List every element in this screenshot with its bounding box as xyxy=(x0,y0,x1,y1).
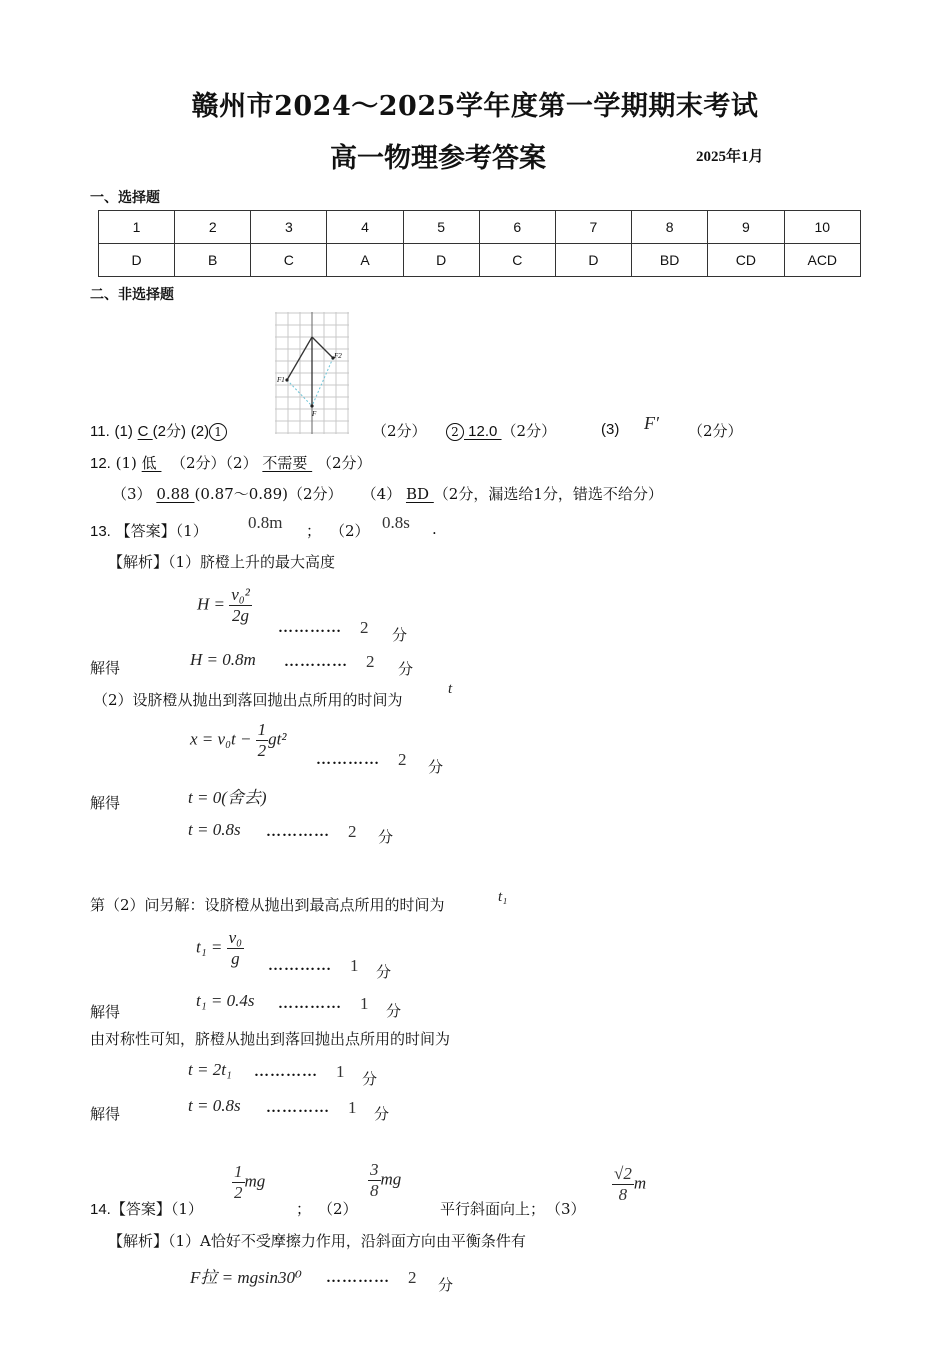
table-cell: B xyxy=(175,244,251,277)
q12-line2 xyxy=(112,483,663,504)
q12-part3: （3） xyxy=(112,485,152,503)
table-cell: CD xyxy=(708,244,784,277)
q13-eq-t08: t = 0.8s xyxy=(188,820,241,839)
q13-analysis-part1: （1）脐橙上升的最大高度 xyxy=(168,553,336,571)
q12-part1: (1) xyxy=(115,454,137,472)
q12-answer2: 不需要 xyxy=(262,454,313,472)
q14-answer-tag: 【答案】 xyxy=(110,1200,171,1218)
q14-answer2 xyxy=(368,1160,401,1201)
table-row-answers xyxy=(99,244,861,277)
answer-table xyxy=(98,210,861,277)
table-cell: A xyxy=(327,244,403,277)
q11-answer3: F′ xyxy=(644,413,659,433)
q13-dots: ………… xyxy=(316,752,380,768)
q13-eq-t-final: t = 0.8s xyxy=(188,1096,241,1115)
q14-part3: （3） xyxy=(546,1200,586,1218)
label-f2: F2 xyxy=(334,352,342,360)
q13-fen: 分 xyxy=(362,1070,378,1088)
answer-tail: m xyxy=(633,1173,647,1193)
q13-score: 2 xyxy=(366,652,375,671)
q14-answer2-direction: 平行斜面向上； xyxy=(440,1200,546,1218)
q12-part4: （4） xyxy=(361,485,402,503)
table-cell: 8 xyxy=(631,211,707,244)
q12-range: (0.87～0.89) xyxy=(194,485,289,503)
q13-score: 1 xyxy=(350,956,359,975)
q13-eq-max-height xyxy=(197,585,252,626)
table-cell: ACD xyxy=(784,244,860,277)
fraction xyxy=(232,1162,245,1203)
q13-answer1: 0.8m xyxy=(248,513,283,532)
answer-tail: mg xyxy=(380,1169,402,1189)
answer-tail: mg xyxy=(244,1171,266,1191)
table-cell: 6 xyxy=(479,211,555,244)
q13-alt-text: 第（2）问另解：设脐橙从抛出到最高点所用的时间为 xyxy=(90,896,445,914)
q11-part2: (2) xyxy=(190,423,210,440)
q13-fen: 分 xyxy=(428,758,444,776)
q13-fen: 分 xyxy=(398,660,414,678)
q13-score: 2 xyxy=(398,750,407,769)
q11-answer2: 12.0 xyxy=(464,423,502,440)
q14-sep: ； xyxy=(296,1200,312,1218)
fraction xyxy=(229,585,252,626)
q11-part2b xyxy=(446,420,556,441)
q11-score1: (2分) xyxy=(152,423,186,440)
q13-jiede: 解得 xyxy=(90,659,121,677)
q11-label: 11. xyxy=(90,423,110,440)
table-cell: 2 xyxy=(175,211,251,244)
denominator: 8 xyxy=(618,1185,628,1204)
q14-label: 14. xyxy=(90,1201,111,1218)
q12-answer1: 低 xyxy=(141,454,162,472)
q13-answer-tag: 【答案】 xyxy=(115,522,176,540)
q13-eq-displacement xyxy=(190,720,287,761)
denominator: g xyxy=(231,949,240,968)
denominator: 8 xyxy=(370,1181,379,1200)
table-cell: C xyxy=(251,244,327,277)
q12-score4: （2分，漏选给1分，错选不给分） xyxy=(433,485,663,503)
q11-score3: （2分） xyxy=(501,422,557,440)
document-subtitle: 高一物理参考答案 xyxy=(330,143,546,174)
q13-jiede: 解得 xyxy=(90,1105,121,1123)
label-f: F xyxy=(312,410,317,418)
q13-fen: 分 xyxy=(376,963,392,981)
q13-dots: ………… xyxy=(266,1100,330,1116)
q13-dots: ………… xyxy=(268,958,332,974)
q13-fen: 分 xyxy=(386,1002,402,1020)
q13-part2: （2） xyxy=(330,522,370,540)
table-cell: C xyxy=(479,244,555,277)
q14-eq-tension: F拉 = mgsin30⁰ xyxy=(190,1268,302,1287)
q13-fen: 分 xyxy=(392,626,408,644)
q13-eq-t1 xyxy=(196,928,244,969)
eq-lhs: t₁ = xyxy=(196,937,223,957)
q11-part3: (3) xyxy=(601,421,620,438)
force-diagram-figure xyxy=(275,312,350,436)
q12-label: 12. xyxy=(90,455,111,472)
label-f1: F1 xyxy=(277,376,285,384)
q13-part2-text: （2）设脐橙从抛出到落回抛出点所用的时间为 xyxy=(93,691,403,709)
q13-eq-t1-result: t₁ = 0.4s xyxy=(196,991,255,1010)
q14-answer1 xyxy=(232,1162,265,1203)
q14-part2: （2） xyxy=(318,1200,358,1218)
q13-score: 1 xyxy=(360,994,369,1013)
circled-1-icon: 1 xyxy=(209,423,227,441)
numerator: 3 xyxy=(370,1160,379,1179)
fraction xyxy=(227,928,244,969)
q13-eq-t0: t = 0(舍去) xyxy=(188,788,267,807)
q13-score: 1 xyxy=(336,1062,345,1081)
q13-analysis-heading xyxy=(108,551,335,572)
numerator: √2 xyxy=(614,1164,632,1183)
denominator: 2g xyxy=(232,606,250,625)
q11-score2: （2分） xyxy=(372,422,427,440)
q13-eq-result-h: H = 0.8m xyxy=(190,650,256,669)
q14-part1: （1） xyxy=(170,1200,203,1218)
fraction xyxy=(368,1160,381,1201)
denominator: 2 xyxy=(234,1183,243,1202)
fraction xyxy=(612,1164,634,1205)
q12-answer3: 0.88 xyxy=(156,485,195,503)
table-cell: 10 xyxy=(784,211,860,244)
q13-dots: ………… xyxy=(266,824,330,840)
q14-answer3 xyxy=(612,1164,646,1205)
q14-dots: ………… xyxy=(326,1270,390,1286)
q13-dots: ………… xyxy=(278,620,342,636)
q13-score: 2 xyxy=(348,822,357,841)
numerator: 1 xyxy=(234,1162,243,1181)
q13-fen: 分 xyxy=(378,828,394,846)
q13-score: 2 xyxy=(360,618,369,637)
table-row-numbers xyxy=(99,211,861,244)
q11-answer1: C xyxy=(137,423,153,440)
table-cell: 5 xyxy=(403,211,479,244)
q13-var-t: t xyxy=(448,681,453,697)
q12-score1: （2分） xyxy=(171,454,226,472)
q12-score3: （2分） xyxy=(288,485,343,503)
q13-fen: 分 xyxy=(374,1105,390,1123)
q12-answer4: BD xyxy=(405,485,434,503)
q14-analysis-tag: 【解析】 xyxy=(108,1232,169,1250)
q14-fen: 分 xyxy=(438,1276,454,1294)
q11-part1: (1) xyxy=(114,423,133,440)
q14-answer-line xyxy=(90,1198,203,1219)
q14-analysis-heading xyxy=(108,1230,526,1251)
q13-eq-t-2t1: t = 2t₁ xyxy=(188,1060,232,1079)
q13-jiede: 解得 xyxy=(90,794,121,812)
q12-line1 xyxy=(90,452,371,473)
q12-score2: （2分） xyxy=(316,454,372,472)
q13-var-t1: t₁ xyxy=(498,889,508,905)
circled-2-icon: 2 xyxy=(446,423,464,441)
q13-answer2: 0.8s xyxy=(382,513,410,532)
q13-sep: ； xyxy=(306,522,322,540)
table-cell: 1 xyxy=(99,211,175,244)
q14-analysis-part1: （1）A恰好不受摩擦力作用，沿斜面方向由平衡条件有 xyxy=(168,1232,526,1250)
q11-line xyxy=(90,420,227,441)
table-cell: 7 xyxy=(555,211,631,244)
table-cell: D xyxy=(99,244,175,277)
q11-score4: （2分） xyxy=(688,422,743,440)
q13-symmetry-text: 由对称性可知，脐橙从抛出到落回抛出点所用的时间为 xyxy=(90,1030,451,1048)
q13-end: . xyxy=(432,520,437,538)
eq-part: x = v₀t − xyxy=(190,729,252,749)
table-cell: 4 xyxy=(327,211,403,244)
q13-part1: （1） xyxy=(175,522,208,540)
table-cell: D xyxy=(403,244,479,277)
document-title: 赣州市2024～2025学年度第一学期期末考试 xyxy=(191,91,759,122)
eq-lhs: H = xyxy=(197,594,225,614)
table-cell: 3 xyxy=(251,211,327,244)
q13-label: 13. xyxy=(90,523,111,540)
q13-jiede: 解得 xyxy=(90,1003,121,1021)
fraction xyxy=(256,720,269,761)
q13-analysis-tag: 【解析】 xyxy=(108,553,169,571)
eq-part: gt² xyxy=(268,729,287,749)
q12-part2: （2） xyxy=(225,454,258,472)
numerator: v₀ xyxy=(228,928,243,947)
section-heading-nonchoice: 二、非选择题 xyxy=(90,287,174,303)
section-heading-choice: 一、选择题 xyxy=(90,190,160,206)
numerator: 1 xyxy=(257,720,267,739)
denominator: 2 xyxy=(257,741,267,760)
q13-score: 1 xyxy=(348,1098,357,1117)
table-cell: BD xyxy=(631,244,707,277)
document-date: 2025年1月 xyxy=(696,149,764,165)
q13-dots: ………… xyxy=(278,996,342,1012)
q13-dots: ………… xyxy=(284,654,348,670)
numerator: v₀² xyxy=(231,585,250,604)
table-cell: D xyxy=(555,244,631,277)
q13-dots: ………… xyxy=(254,1064,318,1080)
q13-answer-line xyxy=(90,520,208,541)
table-cell: 9 xyxy=(708,211,784,244)
q14-score: 2 xyxy=(408,1268,417,1287)
